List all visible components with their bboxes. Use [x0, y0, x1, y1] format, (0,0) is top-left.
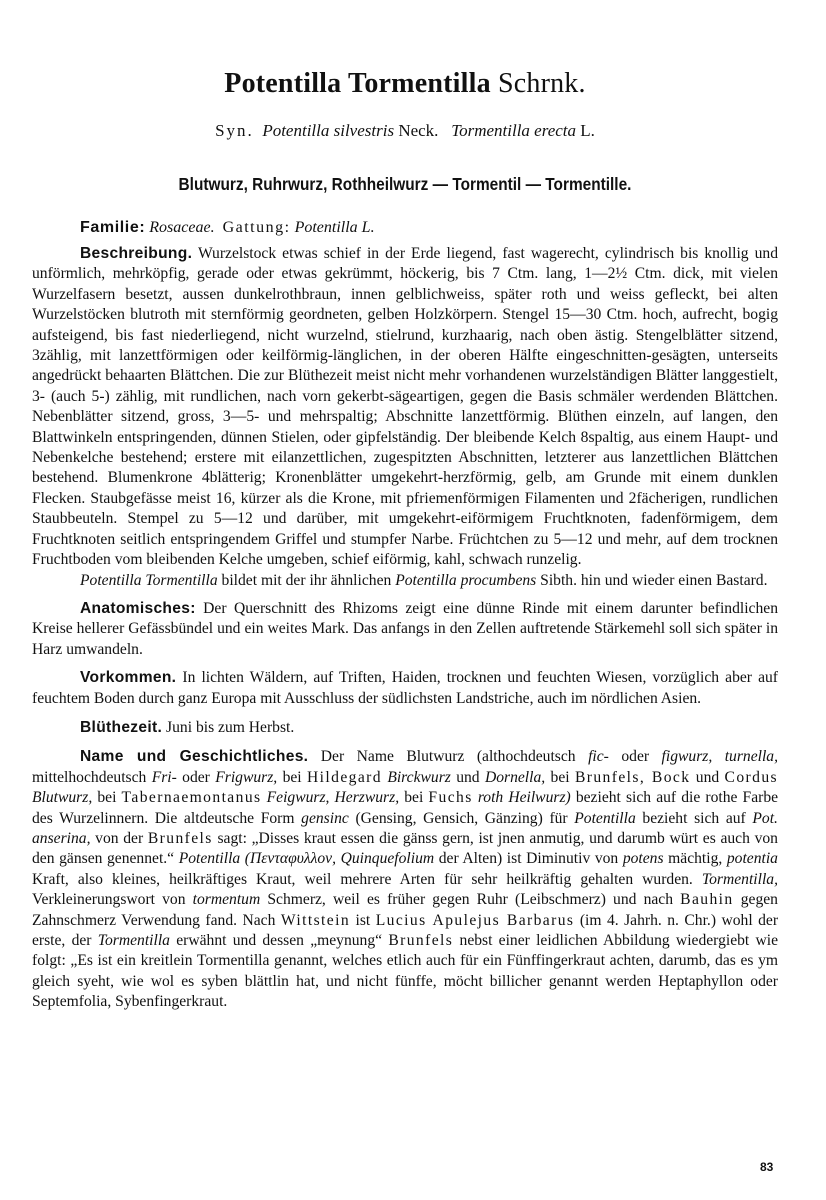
section-anatomisches — [32, 599, 778, 660]
anatomisches-text: Der Querschnitt des Rhizoms zeigt eine dünne Rinde mit einem darunter befindlichen Kreise hellerer Gefässbündel und ein weites Mark. Das anfangs in den Zellen auftretende Stärkemehl soll sich später in Harz umwandeln. — [32, 599, 778, 658]
heading-anatomisches: Anatomisches: — [80, 599, 196, 617]
synonym-2-author: L. — [580, 121, 595, 140]
heading-vorkommen: Vorkommen. — [80, 669, 177, 687]
name-italic: Potentilla — [574, 809, 636, 827]
family-line — [80, 217, 778, 239]
genus-label: Gattung: — [222, 219, 291, 236]
name-author: Cordus — [724, 768, 778, 786]
name-text: bezieht sich auf die rothe Farbe des Wurzelinnern. Die altdeutsche Form — [32, 789, 779, 827]
name-italic: Fri- — [151, 768, 177, 786]
name-italic: potens — [622, 850, 664, 868]
heading-name: Name und Geschichtliches. — [80, 748, 309, 766]
name-author: Hildegard — [307, 768, 382, 786]
synonym-1-author: Neck. — [398, 121, 439, 140]
family-label: Familie: — [80, 219, 146, 236]
bastard-paragraph — [32, 571, 778, 591]
name-author: Brunfels — [388, 932, 454, 949]
name-text: Verkleinerungswort von — [32, 891, 186, 909]
synonym-2: Tormentilla erecta — [451, 121, 577, 140]
name-italic: Pot. anserina, — [32, 809, 778, 847]
name-text: oder — [182, 768, 210, 786]
beschreibung-text: Wurzelstock etwas schief in der Erde liegend, fast wagerecht, cylindrisch bis knollig und unförmlich, mehrköpfig, gerade oder etwas gekrümmt, höckerig, bis 7 Ctm. lang, 1—2½ Ctm. dick, mit vielen Wurzelfasern besetzt, aussen dunkelrothbraun, innen gelblichweiss, später roth und weiss gefleckt, bei alten Wurzelstöcken blutroth mit sternförmig geordneten, gelben Holzkörpern. Stengel 15—30 Ctm. hoch, aufrecht, bogig aufsteigend, bis fast niederliegend, nicht wurzelnd, stielrund, kurzhaarig, nach oben ästig. Stengelblätter sitzend, 3zählig, mit lanzettförmigen oder keilförmig-länglichen, in der oberen Hälfte eingeschnitten-gesägten, unterseits angedrückt behaarten Blättchen. Die zur Blüthezeit meist nicht mehr vorhandenen wurzelständigen Blätter langgestielt, 3- (auch 5-) zählig, mit rundlichen, nach vorn gekerbt-sägeartigen, gegen die Basis schmäler werdenden Blättchen. Nebenblätter sitzend, gross, 3—5- und mehrspaltig; Abschnitte lanzettförmig. Blüthen einzeln, auf langen, den Blattwinkeln entspringenden, dünnen Stielen, oder gipfelständig. Der bleibende Kelch 8spaltig, aus einem Haupt- und Nebenkelche bestehend; erstere mit eilanzettlichen, zugespitzten Abschnitten, letzterer aus lanzettlichen Blättchen bestehend. Blumenkrone 4blätterig; Kronenblätter umgekehrt-herzförmig, gelb, am Grunde mit einem dunklen Flecken. Staubgefässe meist 16, kürzer als die Krone, mit pfriemenförmigen Filamenten und 2fächerigen, rundlichen Staubbeuteln. Stempel zu 5—12 und darüber, mit umgekehrt-eiförmigem Fruchtknoten, fadenförmigem, dem Fruchtknoten seitlich entspringendem Griffel und stumpfer Narbe. Früchtchen zu 5—12 und mehr, auf dem trocknen Fruchtboden vom bleibenden Kelche umgeben, schief eiförmig, kahl, schwach runzelig. — [32, 245, 778, 569]
name-italic: Blutwurz, — [32, 789, 93, 807]
name-italic: Birckwurz — [387, 768, 451, 786]
vorkommen-text: In lichten Wäldern, auf Triften, Haiden, trocknen und feuchten Wiesen, vorzüglich aber auf feuchtem Boden durch ganz Europa mit Ausschluss der südlichsten Landstriche, auch im nördlichen Asien. — [32, 669, 778, 707]
name-text: mittelhochdeutsch — [32, 768, 147, 786]
name-italic: Potentilla (Πενταφυλλον, Quinquefolium — [178, 850, 435, 868]
section-name-geschichtliches — [32, 747, 778, 1012]
name-text: Schmerz, weil es früher gegen Ruhr (Leibschmerz) und nach — [267, 891, 674, 909]
bastard-species-1: Potentilla Tormentilla — [80, 571, 218, 589]
common-names: Blutwurz, Ruhrwurz, Rothheilwurz — Tormentil — Tormentille. — [178, 174, 632, 194]
name-text: sagt: „Disses kraut essen die gänss gern, ist jnen anmutig, und darumb würt es auch von den gänsen genennet.“ — [32, 829, 778, 868]
heading-beschreibung: Beschreibung. — [80, 245, 193, 262]
name-italic: fic- — [588, 748, 609, 766]
heading-bluethezeit: Blüthezeit. — [80, 718, 163, 736]
name-text: erwähnt und dessen „meynung“ — [176, 932, 383, 949]
name-text: (im 4. Jahrh. n. Chr.) wohl der erste, der — [32, 911, 779, 949]
name-text: bei — [550, 768, 570, 786]
name-author: Lucius Apulejus Barbarus — [375, 911, 575, 929]
document-body — [32, 244, 778, 1013]
name-text: und — [456, 768, 480, 786]
name-text: Der Name Blutwurz (althochdeutsch — [320, 748, 576, 766]
name-italic: Tormentilla, — [701, 870, 778, 888]
name-text: bezieht sich auf — [642, 809, 746, 827]
family-value: Rosaceae. — [149, 219, 215, 236]
name-text: Kraft, also kleines, heilkräftiges Kraut, weil mehrere Arten für sehr heilkräftig gehalten wurden. — [32, 870, 693, 888]
name-italic: Dornella, — [484, 768, 546, 786]
name-author: Tabernaemontanus — [121, 789, 262, 807]
bastard-text-end: Sibth. hin und wieder einen Bastard. — [540, 571, 768, 589]
name-text: der Alten) ist Diminutiv von — [438, 850, 619, 868]
name-author: Bauhin — [680, 891, 734, 909]
name-text: bei — [404, 789, 424, 807]
name-italic: figwurz, turnella, — [661, 748, 778, 766]
bastard-species-2: Potentilla procumbens — [395, 571, 537, 589]
name-italic: tormentum — [192, 891, 261, 909]
name-text: bei — [97, 789, 117, 807]
name-text: ist — [355, 911, 371, 929]
name-text: von der — [95, 829, 144, 847]
synonym-1: Potentilla silvestris — [262, 121, 395, 140]
section-beschreibung — [32, 244, 778, 571]
name-author: Wittstein — [280, 911, 351, 929]
name-italic: Frigwurz, — [215, 768, 278, 786]
name-italic: gensinc — [301, 809, 349, 827]
name-text: gegen Zahnschmerz Verwendung fand. Nach — [32, 891, 778, 929]
name-italic: roth Heilwurz) — [477, 789, 571, 807]
name-text: nebst einer leidlichen Abbildung wiedergiebt wie folgt: „Es ist ein kreitlein Tormentilla genannt, welches etlich auch für ein Fünffingerkraut achten, darumb, das es ym gleich syeht, wie wol es syben blättlin hat, und nicht fünffe, möcht billicher genannt werden Heptaphyllon oder Septemfolia, Sybenfingerkraut. — [32, 932, 779, 1011]
name-text: und — [695, 768, 720, 786]
page-title — [32, 66, 778, 102]
name-text: oder — [621, 748, 650, 766]
name-italic: Feigwurz, Herzwurz, — [266, 789, 400, 807]
name-author: Brunfels, Bock — [574, 768, 691, 786]
title-author: Schrnk. — [497, 68, 586, 99]
genus-value: Potentilla L. — [294, 219, 375, 236]
name-text: (Gensing, Gensich, Gänzing) für — [355, 809, 568, 827]
title-species: Potentilla Tormentilla — [224, 68, 491, 99]
section-bluethezeit — [32, 718, 778, 738]
name-author: Fuchs — [428, 789, 473, 807]
name-italic: potentia — [726, 850, 778, 868]
section-vorkommen — [32, 668, 778, 709]
synonyms-label: Syn. — [215, 121, 254, 140]
name-text: bei — [282, 768, 302, 786]
name-author: Brunfels — [147, 829, 213, 847]
synonyms-line — [32, 120, 778, 142]
bastard-text-mid: bildet mit der ihr ähnlichen — [221, 571, 392, 589]
page-number: 83 — [760, 1160, 774, 1174]
name-text: mächtig, — [668, 850, 723, 868]
name-italic: Tormentilla — [97, 932, 170, 949]
bluethezeit-text: Juni bis zum Herbst. — [166, 718, 295, 736]
